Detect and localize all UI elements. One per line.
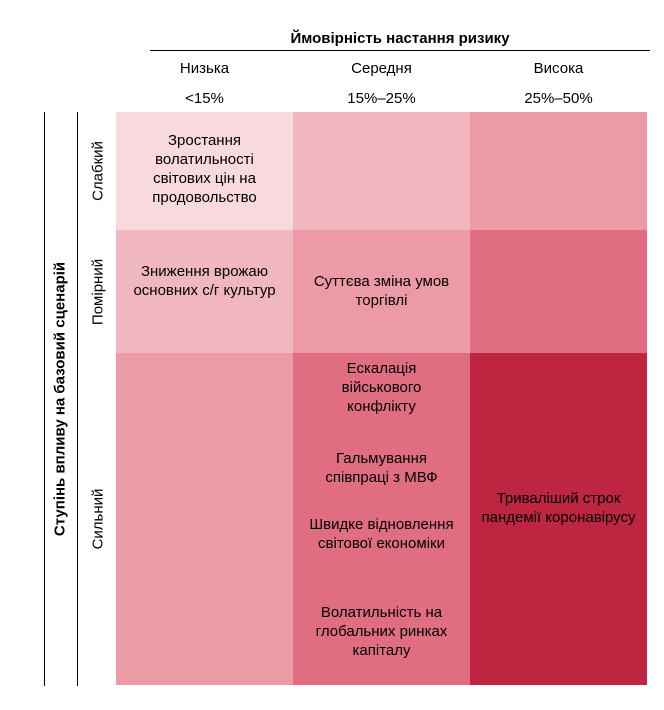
row-label-weak: Слабкий <box>89 141 107 201</box>
cell-weak-high <box>470 112 647 230</box>
risk-crop-yield-decline: Зниження врожаю основних с/г культур <box>133 263 276 299</box>
cell-strong-high <box>470 353 647 685</box>
row-label-strong: Сильний <box>89 488 107 550</box>
cell-moderate-low <box>116 230 293 353</box>
column-name-low: Низька <box>179 60 230 77</box>
cell-weak-medium <box>293 112 470 230</box>
risk-terms-of-trade-change: Суттєва зміна умов торгівлі <box>313 273 450 309</box>
cell-weak-low <box>116 112 293 230</box>
risk-fast-global-recovery: Швидке відновлення світової економіки <box>309 516 454 552</box>
cell-strong-low <box>116 353 293 685</box>
risk-global-capital-volatility: Волатильність на глобальних ринках капіталу <box>315 604 448 659</box>
column-range-low: <15% <box>185 90 224 107</box>
probability-axis-title: Ймовірність настання ризику <box>290 30 510 47</box>
risk-imf-cooperation-slowdown: Гальмування співпраці з МВФ <box>325 450 438 486</box>
cell-strong-medium <box>293 353 470 685</box>
risk-military-escalation: Ескалація військового конфлікту <box>341 360 422 415</box>
impact-axis-title: Ступінь впливу на базовий сценарій <box>51 261 69 537</box>
column-name-medium: Середня <box>351 60 412 77</box>
column-range-high: 25%–50% <box>524 90 593 107</box>
cell-moderate-medium <box>293 230 470 353</box>
risk-prolonged-pandemic: Триваліший строк пандемії коронавірусу <box>481 490 636 526</box>
column-name-high: Висока <box>533 60 584 77</box>
row-labels-divider <box>77 112 78 686</box>
row-label-moderate: Помірний <box>89 258 107 326</box>
header-divider <box>150 50 650 51</box>
column-range-medium: 15%–25% <box>347 90 416 107</box>
cell-moderate-high <box>470 230 647 353</box>
risk-food-price-volatility: Зростання волатильності світових цін на продовольство <box>152 132 257 206</box>
y-axis-line <box>44 112 45 686</box>
